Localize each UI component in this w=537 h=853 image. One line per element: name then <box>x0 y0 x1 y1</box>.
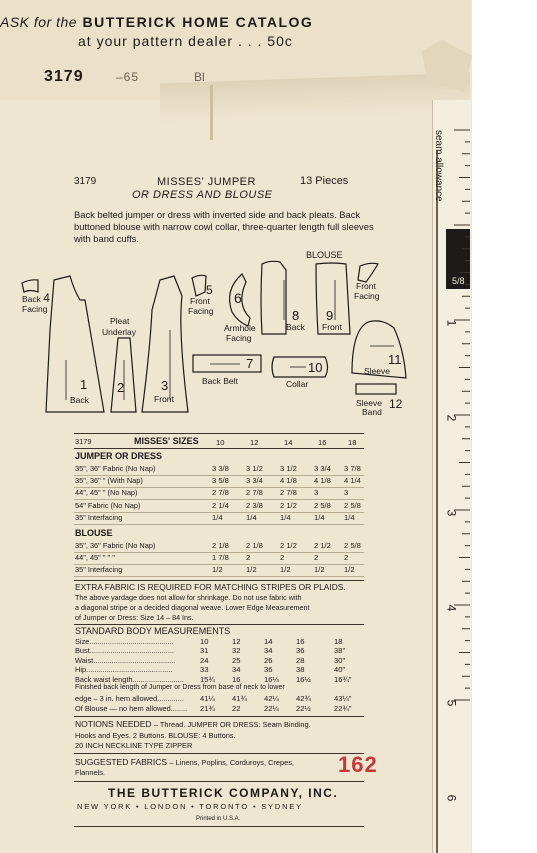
piece-back-number: 1 <box>80 377 88 392</box>
piece-count: 13 Pieces <box>300 175 349 187</box>
piece-front-facing-label-top: Front <box>190 296 210 306</box>
notions-text-2: Hooks and Eyes. 2 Buttons. BLOUSE: 4 Buttons. <box>75 731 236 740</box>
table-cell: 1/4 <box>212 512 223 522</box>
measurement-value: 25 <box>232 655 241 665</box>
finished-value: 22¾" <box>334 704 352 713</box>
measurement-value: 16 <box>232 674 241 684</box>
finished-value: 41¾ <box>232 694 247 703</box>
measurement-value: 38 <box>296 665 305 675</box>
measurement-value: 28 <box>296 655 305 665</box>
piece-front-facing-label-bottom: Facing <box>188 306 214 316</box>
table-cell: 2 1/2 <box>280 500 297 510</box>
finished-value: 22½ <box>296 704 311 713</box>
ruler-number-2: 2 <box>444 414 459 422</box>
flap-faded-text: –65 <box>116 70 140 84</box>
table-cell: 3 3/8 <box>212 464 229 473</box>
table-cell: 4 1/8 <box>314 476 331 486</box>
table-row-label: 35" Interfacing <box>75 565 123 575</box>
piece-collar-label: Collar <box>286 379 309 389</box>
piece-front-facing-number: 5 <box>206 283 213 297</box>
table-cell: 1/2 <box>246 565 257 575</box>
extra-fabric-line-3: of Jumper or Dress: Size 14 – 84 Ins. <box>75 613 194 622</box>
size-header-18: 18 <box>348 438 357 447</box>
piece-back-facing-label-top: Back <box>22 294 41 304</box>
blouse-heading: BLOUSE <box>306 250 343 260</box>
fabrics-text-1: – Linens, Poplins, Corduroys, Crepes, <box>169 758 294 767</box>
finished-value: 22¼ <box>264 704 279 713</box>
flap-pattern-code: 3179 <box>44 68 84 85</box>
measurement-value: 16¾" <box>334 674 352 684</box>
notions-text-1: – Thread. JUMPER OR DRESS: Seam Binding. <box>153 720 311 729</box>
measurement-value: 32 <box>232 646 241 656</box>
piece-blouse-back-label: Back <box>286 322 305 332</box>
table-cell: 3 <box>314 488 319 498</box>
measurement-value: 14 <box>264 637 273 646</box>
table-cell: 2 <box>344 553 349 563</box>
table-cell: 2 <box>246 553 251 563</box>
measurement-label: Hip.......................................... <box>75 665 173 675</box>
measurement-value: 31 <box>200 646 209 656</box>
table-cell: 3 3/4 <box>314 464 331 473</box>
size-header-12: 12 <box>250 438 259 447</box>
table-pattern-number: 3179 <box>75 437 92 446</box>
piece-front-label: Front <box>154 394 174 404</box>
piece-blouse-front-facing-label-bottom: Facing <box>354 291 380 301</box>
table-cell: 2 7/8 <box>212 488 229 498</box>
piece-back-belt-label: Back Belt <box>202 376 238 386</box>
table-row-label: 35", 36" Fabric (No Nap) <box>75 464 156 473</box>
piece-sleeve-label: Sleeve <box>364 366 390 376</box>
measurement-value: 15¾ <box>200 674 215 684</box>
table-cell: 2 <box>280 553 285 563</box>
measurement-label: Bust......................................... <box>75 646 174 656</box>
catalog-dealer-line: at your pattern dealer . . . 50c <box>78 33 293 49</box>
finished-value: 22 <box>232 704 241 713</box>
piece-pleat-label-top: Pleat <box>110 316 130 326</box>
table-cell: 2 <box>314 553 319 563</box>
piece-pleat-label-bottom: Underlay <box>102 327 137 337</box>
catalog-ad-prefix: ASK for the <box>0 14 78 30</box>
piece-armhole-label-top: Armhole <box>224 323 256 333</box>
size-header-14: 14 <box>284 438 293 447</box>
piece-blouse-back-number: 8 <box>292 308 300 323</box>
measurement-value: 30" <box>334 655 346 665</box>
piece-sleeve-band-label-bottom: Band <box>362 407 382 417</box>
piece-pleat-number: 2 <box>117 380 125 395</box>
measurement-label: Waist........................................ <box>75 655 176 665</box>
flap-faded-text-2: Bl <box>194 70 205 84</box>
table-cell: 4 1/8 <box>280 476 297 486</box>
red-price-stamp: 162 <box>338 752 378 777</box>
piece-sleeve-band-number: 12 <box>389 397 403 411</box>
piece-front-number: 3 <box>161 378 169 393</box>
finished-value: 42¼ <box>264 694 279 703</box>
measurement-value: 10 <box>200 637 209 646</box>
measurement-value: 36 <box>264 665 273 675</box>
measurement-label: Back waist length......................... <box>75 674 184 684</box>
table-cell: 2 1/4 <box>212 500 229 510</box>
piece-blouse-front-facing-label-top: Front <box>356 281 376 291</box>
printed-in-usa: Printed in U.S.A. <box>196 816 241 822</box>
table-cell: 2 1/2 <box>280 541 297 550</box>
extra-fabric-heading: EXTRA FABRIC IS REQUIRED FOR MATCHING STRIPES OR PLAIDS. <box>75 582 346 592</box>
table-heading: MISSES' SIZES <box>134 436 199 446</box>
finished-label: edge – 3 in. hem allowed............. <box>75 694 184 703</box>
ruler-number-6: 6 <box>444 794 459 802</box>
pattern-title-line2: OR DRESS AND BLOUSE <box>132 189 273 201</box>
pattern-number: 3179 <box>74 176 97 187</box>
table-cell: 1/4 <box>280 512 291 522</box>
fabrics-heading: SUGGESTED FABRICS <box>75 757 168 767</box>
measurement-value: 16 <box>296 637 305 646</box>
table-cell: 1/2 <box>344 565 355 575</box>
piece-collar-number: 10 <box>308 360 323 375</box>
ruler-number-3: 3 <box>444 509 459 517</box>
finished-length-note: Finished back length of Jumper or Dress from base of neck to lower <box>75 684 285 691</box>
table-row-label: 44", 45" " " " <box>75 553 115 563</box>
table-cell: 2 1/8 <box>212 541 229 550</box>
table-row-label: 35", 36" " (With Nap) <box>75 476 143 486</box>
ruler-number-1: 1 <box>444 319 459 327</box>
table-row-label: 35" Interfacing <box>75 512 123 522</box>
finished-value: 42¾ <box>296 694 311 703</box>
finished-label: Of Blouse — no hem allowed........ <box>75 704 188 713</box>
piece-back-facing-number: 4 <box>43 291 50 305</box>
piece-back-facing-label-bottom: Facing <box>22 304 48 314</box>
measurement-value: 16¼ <box>264 674 279 684</box>
table-cell: 1/2 <box>280 565 291 575</box>
finished-value: 41¼ <box>200 694 215 703</box>
table-cell: 3 3/4 <box>246 476 263 486</box>
table-cell: 2 5/8 <box>344 500 361 510</box>
piece-blouse-front-label: Front <box>322 322 342 332</box>
notions-heading: NOTIONS NEEDED <box>75 719 152 729</box>
size-header-10: 10 <box>216 438 225 447</box>
section-title-1: BLOUSE <box>75 528 113 538</box>
fabrics-text-2: Flannels. <box>75 768 105 777</box>
finished-value: 21¾ <box>200 704 215 713</box>
measurement-value: 40" <box>334 665 346 675</box>
table-cell: 1 7/8 <box>212 553 229 563</box>
company-cities: NEW YORK • LONDON • TORONTO • SYDNEY <box>77 802 303 811</box>
table-cell: 2 5/8 <box>344 541 361 550</box>
measurement-value: 33 <box>200 665 209 675</box>
extra-fabric-line-1: The above yardage does not allow for shrinkage. Do not use fabric with <box>75 593 302 602</box>
notions-text-3: 20 INCH NECKLINE TYPE ZIPPER <box>75 741 193 750</box>
company-name: THE BUTTERICK COMPANY, INC. <box>108 786 339 800</box>
table-cell: 2 1/2 <box>314 541 331 550</box>
table-cell: 2 1/8 <box>246 541 263 550</box>
table-cell: 1/4 <box>344 512 355 522</box>
piece-sleeve-number: 11 <box>388 352 402 367</box>
measurement-value: 34 <box>232 665 241 675</box>
catalog-ad-brand: BUTTERICK HOME CATALOG <box>82 14 314 30</box>
measurement-value: 34 <box>264 646 273 656</box>
table-cell: 3 1/2 <box>246 464 263 473</box>
section-title-0: JUMPER OR DRESS <box>75 451 163 461</box>
measurement-value: 38" <box>334 646 346 656</box>
table-row-label: 54" Fabric (No Nap) <box>75 500 141 510</box>
measurement-value: 16½ <box>296 674 311 684</box>
table-cell: 3 5/8 <box>212 476 229 486</box>
table-cell: 1/4 <box>246 512 257 522</box>
table-cell: 2 5/8 <box>314 500 331 510</box>
table-row-label: 44", 45" " (No Nap) <box>75 488 138 498</box>
pattern-title-line1: MISSES' JUMPER <box>157 176 256 188</box>
table-cell: 2 7/8 <box>280 488 297 498</box>
ruler-fraction: 5/8 <box>452 276 465 286</box>
ruler-number-5: 5 <box>444 699 459 707</box>
table-cell: 4 1/4 <box>344 476 361 486</box>
measurements-heading: STANDARD BODY MEASUREMENTS <box>75 626 231 636</box>
measurement-value: 24 <box>200 655 209 665</box>
measurement-label: Size......................................... <box>75 637 174 646</box>
table-cell: 3 7/8 <box>344 464 361 473</box>
measurement-value: 26 <box>264 655 273 665</box>
finished-value: 43¼" <box>334 694 352 703</box>
table-cell: 2 7/8 <box>246 488 263 498</box>
extra-fabric-line-2: a diagonal stripe or a decided diagonal weave. Lower Edge Measurement <box>75 603 310 612</box>
measurement-value: 12 <box>232 637 241 646</box>
ruler-label: seam allowance <box>433 130 444 202</box>
piece-armhole-facing-number: 6 <box>234 290 242 306</box>
piece-armhole-label-bottom: Facing <box>226 333 252 343</box>
table-cell: 3 <box>344 488 349 498</box>
table-cell: 2 3/8 <box>246 500 263 510</box>
table-cell: 1/2 <box>314 565 325 575</box>
piece-back-belt-number: 7 <box>246 356 254 371</box>
table-cell: 1/2 <box>212 565 223 575</box>
piece-back-label: Back <box>70 395 89 405</box>
piece-sleeve-band-label-top: Sleeve <box>356 398 382 408</box>
table-row-label: 35", 36" Fabric (No Nap) <box>75 541 156 550</box>
pattern-description: Back belted jumper or dress with inverted side and back pleats. Back buttoned blouse with narrow cowl collar, three-quarter length full sleeves with band cuffs. <box>74 209 374 244</box>
table-cell: 1/4 <box>314 512 325 522</box>
size-header-16: 16 <box>318 438 327 447</box>
measurement-value: 18 <box>334 637 343 646</box>
table-cell: 3 1/2 <box>280 464 297 473</box>
piece-blouse-front-number: 9 <box>326 308 334 323</box>
measurement-value: 36 <box>296 646 305 656</box>
ruler-number-4: 4 <box>444 604 459 612</box>
